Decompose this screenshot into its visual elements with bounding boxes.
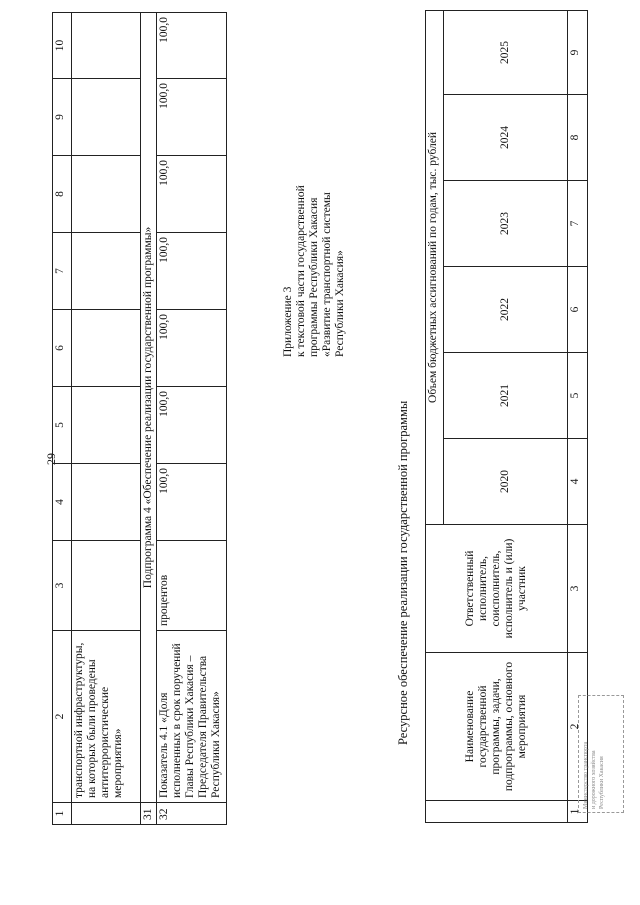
appendix-note — [282, 137, 347, 357]
t1-cell — [72, 541, 141, 631]
t2-number-cell: 4 — [568, 439, 588, 525]
registration-stamp — [578, 695, 624, 813]
appendix-line: «Развитие транспортной системы — [321, 192, 333, 357]
row-number: 32 — [157, 803, 227, 825]
funding-table — [425, 10, 588, 823]
year-header: 2024 — [444, 95, 568, 181]
t2-number-cell: 8 — [568, 95, 588, 181]
t1-header-cell: 9 — [53, 79, 72, 156]
year-header: 2023 — [444, 181, 568, 267]
t1-header-cell: 7 — [53, 233, 72, 310]
stamp-line: Республики Хакасия — [599, 756, 605, 809]
t2-number-cell: 6 — [568, 267, 588, 353]
t2-corner-cell — [426, 801, 568, 823]
section-title: Ресурсное обеспечение реализации государственной программы — [396, 400, 410, 745]
indicator-unit: процентов — [157, 541, 227, 631]
t1-header-cell: 2 — [53, 631, 72, 803]
indicator-value: 100,0 — [157, 387, 227, 464]
subprogram-title: Подпрограмма 4 «Обеспечение реализации государственной программы» — [141, 13, 157, 803]
t2-number-cell: 3 — [568, 525, 588, 653]
t1-header-cell: 4 — [53, 464, 72, 541]
appendix-line: к текстовой части государственной — [295, 185, 307, 357]
t2-number-cell: 2 — [568, 653, 588, 801]
year-header: 2021 — [444, 353, 568, 439]
t2-number-cell: 1 — [568, 801, 588, 823]
t1-cell — [72, 803, 141, 825]
indicators-table — [52, 12, 227, 825]
table1-section-row — [141, 13, 157, 825]
indicator-value: 100,0 — [157, 310, 227, 387]
stamp-line: Министерство транспорта — [583, 741, 589, 809]
page-number: 29 — [44, 453, 58, 465]
t1-header-cell: 1 — [53, 803, 72, 825]
year-header: 2022 — [444, 267, 568, 353]
t1-header-cell: 8 — [53, 156, 72, 233]
program-name-header: Наименование государственной программы, задачи, подпрограммы, основного мероприятия — [426, 653, 568, 801]
table1-row-32 — [157, 13, 227, 825]
year-header: 2020 — [444, 439, 568, 525]
t2-header-row-1 — [426, 10, 444, 822]
t1-cell — [72, 387, 141, 464]
appendix-line: Республики Хакасия» — [334, 250, 346, 357]
t2-number-cell: 5 — [568, 353, 588, 439]
appendix-line: Приложение 3 — [282, 286, 294, 357]
indicator-value: 100,0 — [157, 13, 227, 79]
t1-header-cell: 6 — [53, 310, 72, 387]
t1-cell — [72, 310, 141, 387]
continued-indicator-text: транспортной инфраструктуры, на которых были проведены антитеррористические мероприятия» — [72, 631, 141, 803]
section-row-number: 31 — [141, 803, 157, 825]
indicator-value: 100,0 — [157, 464, 227, 541]
budget-group-header: Объем бюджетных ассигнований по годам, тыс. рублей — [426, 10, 444, 524]
t1-cell — [72, 233, 141, 310]
t1-cell — [72, 79, 141, 156]
t1-cell — [72, 156, 141, 233]
t1-cell — [72, 464, 141, 541]
t1-cell — [72, 13, 141, 79]
appendix-line: программы Республики Хакасия — [308, 197, 320, 357]
t2-number-cell: 9 — [568, 10, 588, 94]
indicator-name: Показатель 4.1 «Доля исполненных в срок поручений Главы Республики Хакасия – Председателя Правительства Республики Хакасия» — [157, 631, 227, 803]
table1-header-row — [53, 13, 72, 825]
year-header: 2025 — [444, 10, 568, 94]
t1-header-cell: 3 — [53, 541, 72, 631]
indicator-value: 100,0 — [157, 156, 227, 233]
indicator-value: 100,0 — [157, 233, 227, 310]
indicator-value: 100,0 — [157, 79, 227, 156]
t1-header-cell: 5 — [53, 387, 72, 464]
table1-continued-row — [72, 13, 141, 825]
executor-header: Ответственный исполнитель, соисполнитель, исполнитель и (или) участник — [426, 525, 568, 653]
t2-number-cell: 7 — [568, 181, 588, 267]
t1-header-cell: 10 — [53, 13, 72, 79]
stamp-line: и дорожного хозяйства — [591, 750, 597, 809]
